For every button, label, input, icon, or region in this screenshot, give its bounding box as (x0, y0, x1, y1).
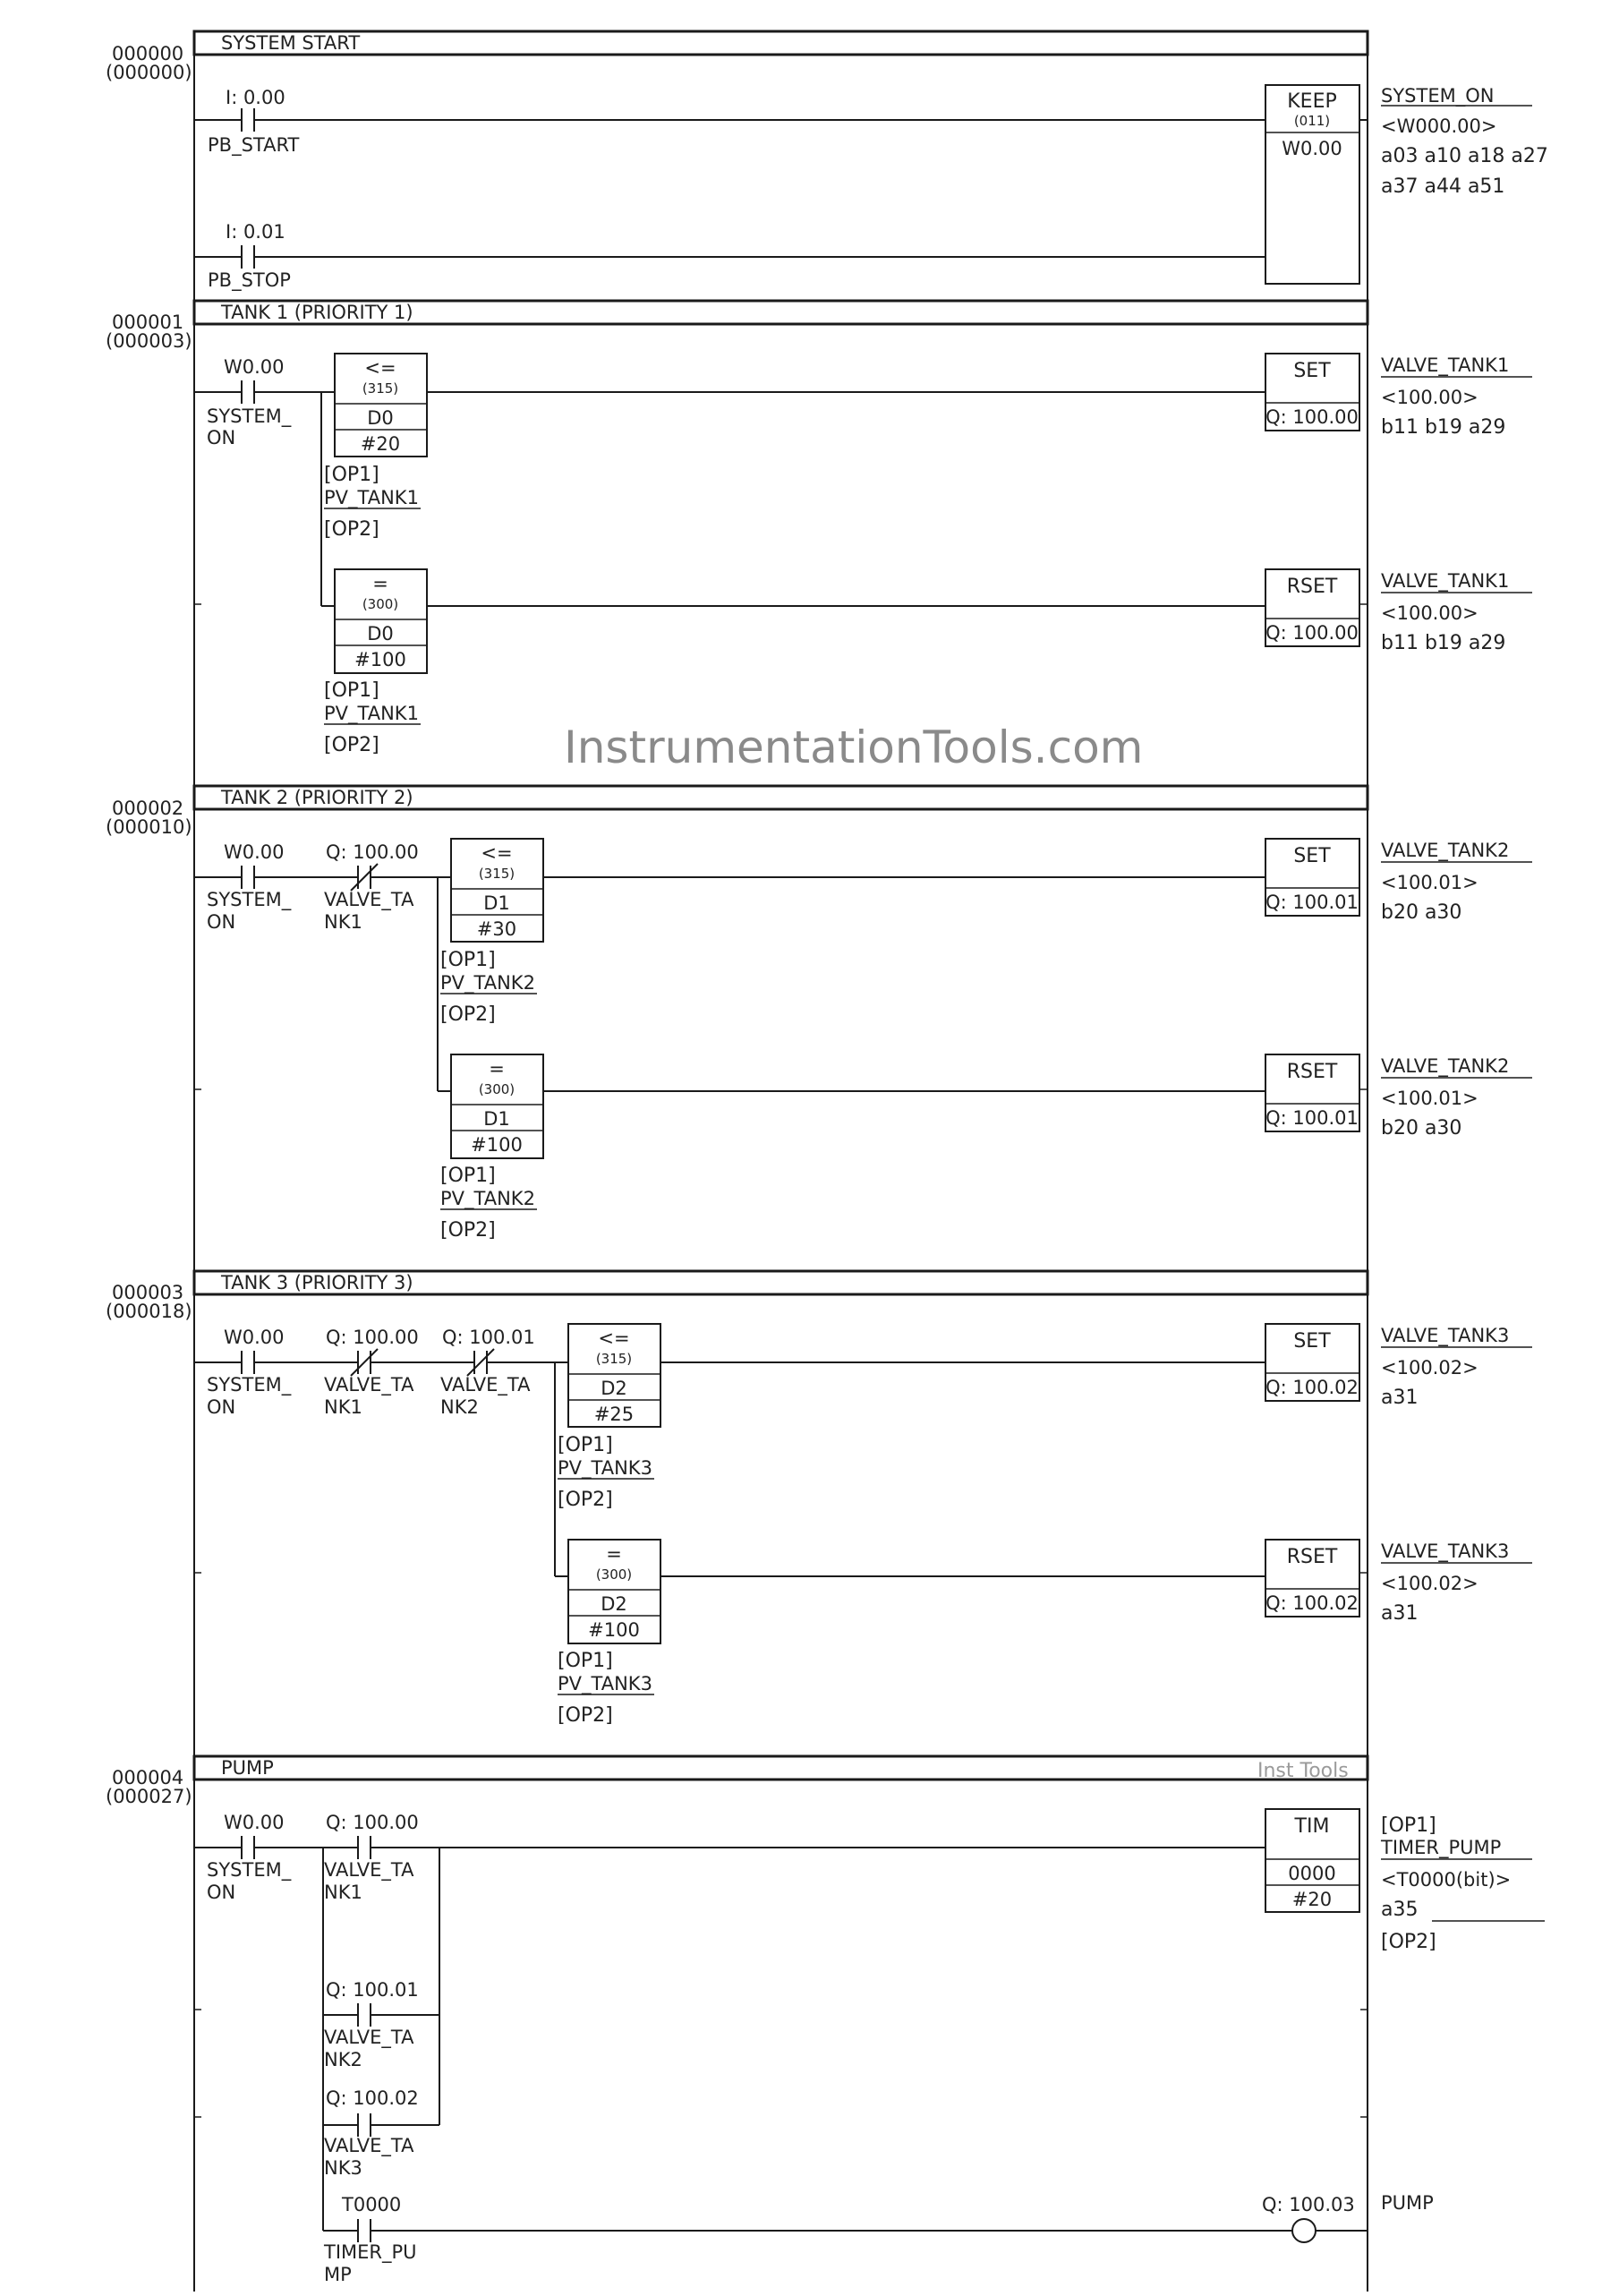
svg-text:[OP1]: [OP1] (558, 1434, 613, 1456)
svg-text:VALVE_TANK2: VALVE_TANK2 (1381, 840, 1510, 861)
svg-text:PV_TANK1: PV_TANK1 (324, 487, 419, 508)
rung-title: PUMP (221, 1757, 274, 1779)
svg-text:VALVE_TANK3: VALVE_TANK3 (1381, 1541, 1510, 1562)
svg-text:#20: #20 (360, 433, 401, 455)
svg-text:a31: a31 (1381, 1602, 1419, 1625)
no-contact-icon (242, 1836, 254, 1859)
svg-text:<T0000(bit)>: <T0000(bit)> (1381, 1869, 1512, 1891)
rung-header (194, 31, 1368, 55)
svg-text:[OP1]: [OP1] (440, 1165, 496, 1187)
svg-text:RSET: RSET (1286, 1061, 1338, 1083)
svg-text:[OP1]: [OP1] (1381, 1814, 1436, 1837)
svg-text:#25: #25 (593, 1404, 635, 1425)
svg-text:<100.00>: <100.00> (1381, 387, 1478, 408)
contact-label: SYSTEM_ (207, 405, 292, 427)
contact-label: NK2 (324, 2049, 362, 2070)
compare-instruction (451, 1054, 543, 1158)
svg-text:=: = (606, 1543, 622, 1565)
rung-step: (000027) (106, 1786, 192, 1807)
contact-address: W0.00 (224, 841, 285, 863)
svg-text:=: = (372, 573, 388, 594)
contact-label: NK1 (324, 1396, 362, 1418)
svg-text:<100.01>: <100.01> (1381, 872, 1478, 893)
svg-text:Q: 100.01: Q: 100.01 (1265, 892, 1359, 913)
no-contact-icon (358, 2003, 371, 2027)
svg-text:D1: D1 (483, 1108, 510, 1130)
operand-annotation (558, 1434, 654, 1511)
compare-instruction (568, 1324, 660, 1427)
rung-number: 000004 (112, 1767, 184, 1788)
svg-text:D2: D2 (601, 1593, 627, 1615)
svg-text:[OP1]: [OP1] (324, 679, 379, 702)
svg-text:<W000.00>: <W000.00> (1381, 115, 1497, 137)
compare-instruction (568, 1540, 660, 1643)
no-contact-icon (242, 245, 254, 269)
svg-text:<100.02>: <100.02> (1381, 1573, 1478, 1594)
contact-address: Q: 100.00 (326, 1327, 419, 1348)
svg-text:RSET: RSET (1286, 1546, 1338, 1568)
contact-address: I: 0.01 (226, 221, 285, 243)
rung-2 (106, 786, 1532, 1242)
rung-number: 000000 (112, 43, 184, 64)
watermark: InstrumentationTools.com (564, 721, 1144, 773)
contact-label: VALVE_TA (324, 2135, 414, 2156)
svg-text:[OP2]: [OP2] (1381, 1931, 1436, 1953)
contact-label: SYSTEM_ (207, 889, 292, 910)
svg-text:b20 a30: b20 a30 (1381, 901, 1462, 924)
svg-text:Q: 100.00: Q: 100.00 (1265, 622, 1359, 644)
output-coil-icon (1292, 2219, 1316, 2242)
rung-1 (106, 301, 1532, 756)
svg-text:W0.00: W0.00 (1282, 138, 1342, 159)
svg-text:[OP1]: [OP1] (324, 464, 379, 486)
svg-text:SET: SET (1293, 845, 1331, 867)
svg-text:(300): (300) (595, 1566, 633, 1583)
output-annotation (1381, 1055, 1532, 1139)
svg-text:a31: a31 (1381, 1387, 1419, 1409)
svg-text:[OP2]: [OP2] (440, 1003, 496, 1026)
output-annotation (1381, 354, 1532, 439)
operand-annotation (558, 1650, 654, 1727)
contact-label: NK3 (324, 2157, 362, 2179)
svg-text:(300): (300) (362, 596, 399, 612)
svg-text:<100.00>: <100.00> (1381, 602, 1478, 624)
contact-label: ON (207, 1882, 236, 1903)
output-annotation (1381, 840, 1532, 924)
output-annotation (1381, 1325, 1532, 1409)
contact-label: VALVE_TA (324, 889, 414, 910)
compare-instruction (451, 839, 543, 942)
svg-text:PV_TANK3: PV_TANK3 (558, 1673, 652, 1694)
no-contact-icon (242, 380, 254, 404)
rung-number: 000002 (112, 798, 184, 819)
contact-label: VALVE_TA (440, 1374, 531, 1396)
compare-instruction (335, 569, 427, 673)
contact-label: SYSTEM_ (207, 1374, 292, 1396)
svg-text:(315): (315) (478, 866, 516, 882)
svg-text:a03 a10 a18 a27: a03 a10 a18 a27 (1381, 145, 1548, 167)
rung-title: TANK 2 (PRIORITY 2) (221, 787, 413, 808)
contact-label: VALVE_TA (324, 2027, 414, 2048)
operand-annotation (324, 464, 421, 541)
svg-text:SET: SET (1293, 1330, 1331, 1353)
svg-text:D2: D2 (601, 1378, 627, 1399)
contact-label: NK2 (440, 1396, 479, 1418)
rung-number: 000001 (112, 312, 184, 333)
svg-text:VALVE_TANK2: VALVE_TANK2 (1381, 1055, 1510, 1077)
svg-text:[OP1]: [OP1] (558, 1650, 613, 1672)
output-annotation (1381, 85, 1548, 198)
timer-instruction (1265, 1809, 1359, 1912)
no-contact-icon (358, 2113, 371, 2137)
svg-text:Q: 100.02: Q: 100.02 (1265, 1377, 1359, 1398)
rung-title: SYSTEM START (221, 32, 361, 54)
set-instruction (1265, 354, 1359, 431)
contact-address: W0.00 (224, 356, 285, 378)
operand-annotation (440, 1165, 537, 1242)
output-annotation (1381, 570, 1532, 654)
no-contact-icon (242, 1351, 254, 1374)
contact-label: ON (207, 427, 236, 448)
contact-label: VALVE_TA (324, 1374, 414, 1396)
contact-address: Q: 100.01 (326, 1979, 419, 2001)
svg-text:Q: 100.01: Q: 100.01 (1265, 1107, 1359, 1129)
rung-0 (106, 31, 1548, 292)
svg-text:=: = (489, 1058, 505, 1080)
svg-text:(011): (011) (1293, 113, 1331, 129)
contact-address: Q: 100.00 (326, 841, 419, 863)
contact-address: Q: 100.00 (326, 1812, 419, 1833)
rung-3 (106, 1271, 1532, 1727)
contact-label: ON (207, 1396, 236, 1418)
svg-text:(315): (315) (362, 380, 399, 397)
svg-text:TIMER_PUMP: TIMER_PUMP (1381, 1837, 1502, 1858)
svg-text:b20 a30: b20 a30 (1381, 1117, 1462, 1139)
output-annotation (1380, 1814, 1545, 1953)
rset-instruction (1265, 1054, 1359, 1131)
contact-address: Q: 100.01 (442, 1327, 535, 1348)
svg-text:PV_TANK2: PV_TANK2 (440, 1188, 535, 1209)
svg-text:[OP2]: [OP2] (558, 1704, 613, 1727)
svg-text:(300): (300) (478, 1081, 516, 1097)
svg-text:a35: a35 (1381, 1899, 1419, 1921)
svg-text:<=: <= (481, 842, 513, 864)
svg-text:VALVE_TANK3: VALVE_TANK3 (1381, 1325, 1510, 1346)
rung-step: (000018) (106, 1301, 192, 1322)
svg-text:#100: #100 (354, 649, 406, 670)
set-instruction (1265, 839, 1359, 916)
contact-address: Q: 100.02 (326, 2087, 419, 2109)
svg-text:SYSTEM_ON: SYSTEM_ON (1381, 85, 1495, 107)
rung-step: (000010) (106, 816, 192, 838)
keep-instruction (1265, 85, 1359, 284)
svg-text:#30: #30 (476, 918, 517, 940)
contact-label: NK1 (324, 1882, 362, 1903)
svg-text:<=: <= (364, 357, 396, 379)
svg-text:SET: SET (1293, 360, 1331, 382)
svg-text:<=: <= (598, 1327, 630, 1349)
svg-text:b11 b19 a29: b11 b19 a29 (1381, 416, 1506, 439)
output-annotation (1381, 1541, 1532, 1625)
svg-text:#20: #20 (1291, 1889, 1333, 1910)
contact-label: VALVE_TA (324, 1859, 414, 1881)
contact-label: SYSTEM_ (207, 1859, 292, 1881)
operand-annotation (324, 679, 421, 756)
svg-text:#100: #100 (471, 1134, 523, 1156)
rung-4 (106, 1756, 1545, 2285)
svg-text:[OP2]: [OP2] (324, 518, 379, 541)
contact-label: PB_STOP (208, 269, 291, 291)
svg-text:VALVE_TANK1: VALVE_TANK1 (1381, 354, 1510, 376)
compare-instruction (335, 354, 427, 457)
svg-text:Q: 100.00: Q: 100.00 (1265, 406, 1359, 428)
svg-text:[OP2]: [OP2] (440, 1219, 496, 1242)
svg-text:[OP1]: [OP1] (440, 949, 496, 971)
rset-instruction (1265, 569, 1359, 646)
svg-text:PV_TANK3: PV_TANK3 (558, 1457, 652, 1479)
svg-text:VALVE_TANK1: VALVE_TANK1 (1381, 570, 1510, 592)
set-instruction (1265, 1324, 1359, 1401)
svg-text:[OP2]: [OP2] (324, 734, 379, 756)
no-contact-icon (358, 1836, 371, 1859)
svg-text:D1: D1 (483, 892, 510, 914)
rung-title: TANK 3 (PRIORITY 3) (221, 1272, 413, 1293)
svg-text:Q: 100.02: Q: 100.02 (1265, 1592, 1359, 1614)
coil-label: PUMP (1381, 2192, 1434, 2214)
svg-text:PV_TANK1: PV_TANK1 (324, 703, 419, 724)
svg-text:KEEP: KEEP (1287, 90, 1337, 113)
svg-text:[OP2]: [OP2] (558, 1489, 613, 1511)
operand-annotation (440, 949, 537, 1026)
rung-number: 000003 (112, 1282, 184, 1303)
contact-address: W0.00 (224, 1327, 285, 1348)
contact-label: TIMER_PU (324, 2241, 417, 2263)
svg-text:D0: D0 (367, 407, 394, 429)
contact-label: MP (324, 2264, 352, 2285)
coil-address: Q: 100.03 (1262, 2194, 1355, 2215)
rset-instruction (1265, 1540, 1359, 1617)
contact-address: W0.00 (224, 1812, 285, 1833)
contact-label: PB_START (208, 134, 300, 156)
contact-label: ON (207, 911, 236, 933)
contact-address: I: 0.00 (226, 87, 285, 108)
svg-text:#100: #100 (588, 1619, 640, 1641)
contact-label: NK1 (324, 911, 362, 933)
contact-address: T0000 (342, 2194, 402, 2215)
no-contact-icon (242, 866, 254, 889)
rung-title: TANK 1 (PRIORITY 1) (221, 302, 413, 323)
svg-text:RSET: RSET (1286, 576, 1338, 598)
svg-text:b11 b19 a29: b11 b19 a29 (1381, 632, 1506, 654)
svg-text:<100.01>: <100.01> (1381, 1088, 1478, 1109)
watermark-small: Inst Tools (1257, 1760, 1349, 1782)
no-contact-icon (242, 108, 254, 132)
no-contact-icon (358, 2219, 371, 2242)
svg-text:<100.02>: <100.02> (1381, 1357, 1478, 1378)
svg-text:PV_TANK2: PV_TANK2 (440, 972, 535, 994)
rung-header (194, 1756, 1368, 1780)
svg-text:a37 a44 a51: a37 a44 a51 (1381, 175, 1505, 198)
rung-step: (000003) (106, 330, 192, 352)
svg-text:0000: 0000 (1288, 1863, 1336, 1884)
svg-text:D0: D0 (367, 623, 394, 644)
rung-step: (000000) (106, 62, 192, 83)
svg-text:(315): (315) (595, 1351, 633, 1367)
svg-text:TIM: TIM (1294, 1815, 1330, 1838)
